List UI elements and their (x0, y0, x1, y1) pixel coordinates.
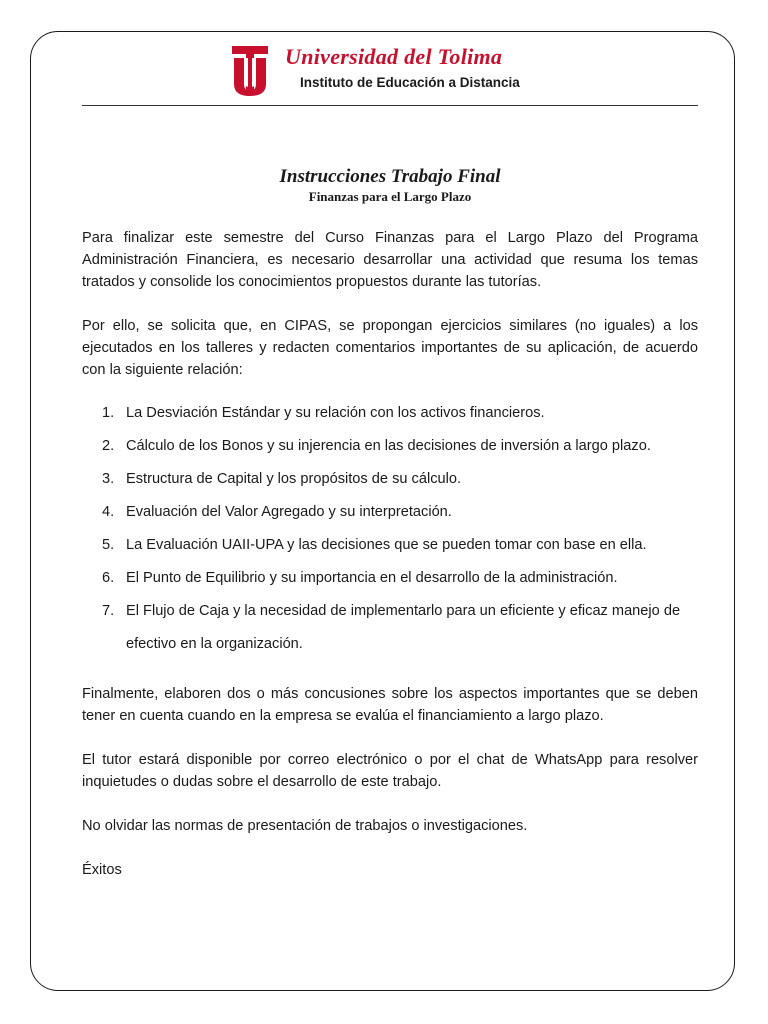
list-item (82, 463, 698, 496)
document-title: Instrucciones Trabajo Final (279, 166, 501, 187)
document-body (82, 227, 698, 881)
list-item (82, 595, 698, 661)
closing-wish: Éxitos (82, 862, 122, 878)
list-number: 1. (102, 405, 115, 421)
document-header (82, 40, 698, 106)
list-item (82, 529, 698, 562)
list-item-text: La Desviación Estándar y su relación con los activos financieros. (126, 405, 545, 421)
list-number: 4. (102, 504, 115, 520)
document-subtitle: Finanzas para el Largo Plazo (308, 189, 472, 204)
list-number: 2. (102, 438, 115, 454)
request-paragraph: Por ello, se solicita que, en CIPAS, se propongan ejercicios similares (no iguales) a los ejecutados en los talleres y redacten comentarios importantes de su aplicación, de acuerdo con la siguiente relación: (82, 318, 698, 378)
list-item-text: La Evaluación UAII-UPA y las decisiones que se pueden tomar con base en ella. (126, 537, 647, 553)
list-item (82, 397, 698, 430)
header-divider (82, 105, 698, 106)
list-number: 7. (102, 603, 115, 619)
list-item-text: Cálculo de los Bonos y su injerencia en las decisiones de inversión a largo plazo. (126, 438, 651, 454)
list-number: 6. (102, 570, 115, 586)
norms-paragraph: No olvidar las normas de presentación de trabajos o investigaciones. (82, 818, 528, 834)
list-item-text: Estructura de Capital y los propósitos de su cálculo. (126, 471, 462, 487)
list-item (82, 562, 698, 595)
tutor-paragraph: El tutor estará disponible por correo electrónico o por el chat de WhatsApp para resolver inquietudes o dudas sobre el desarrollo de este trabajo. (82, 752, 698, 790)
list-item-text: El Punto de Equilibrio y su importancia en el desarrollo de la administración. (126, 570, 618, 586)
list-item-text: Evaluación del Valor Agregado y su interpretación. (126, 504, 452, 520)
university-name: Universidad del Tolima (285, 44, 503, 69)
title-block (82, 165, 698, 204)
list-number: 3. (102, 471, 115, 487)
list-item-text: El Flujo de Caja y la necesidad de implementarlo para un eficiente y eficaz manejo de efectivo en la organización. (126, 603, 681, 652)
topics-list (82, 397, 698, 661)
list-item (82, 496, 698, 529)
list-item (82, 430, 698, 463)
ut-logo-icon (232, 46, 268, 96)
intro-paragraph: Para finalizar este semestre del Curso Finanzas para el Largo Plazo del Programa Administración Financiera, es necesario desarrollar una actividad que resuma los temas tratados y consolide los conocimientos propuestos durante las tutorías. (82, 230, 698, 290)
institute-name: Instituto de Educación a Distancia (300, 75, 520, 90)
list-number: 5. (102, 537, 115, 553)
conclusions-paragraph: Finalmente, elaboren dos o más concusiones sobre los aspectos importantes que se deben tener en cuenta cuando en la empresa se evalúa el financiamiento a largo plazo. (82, 686, 698, 724)
